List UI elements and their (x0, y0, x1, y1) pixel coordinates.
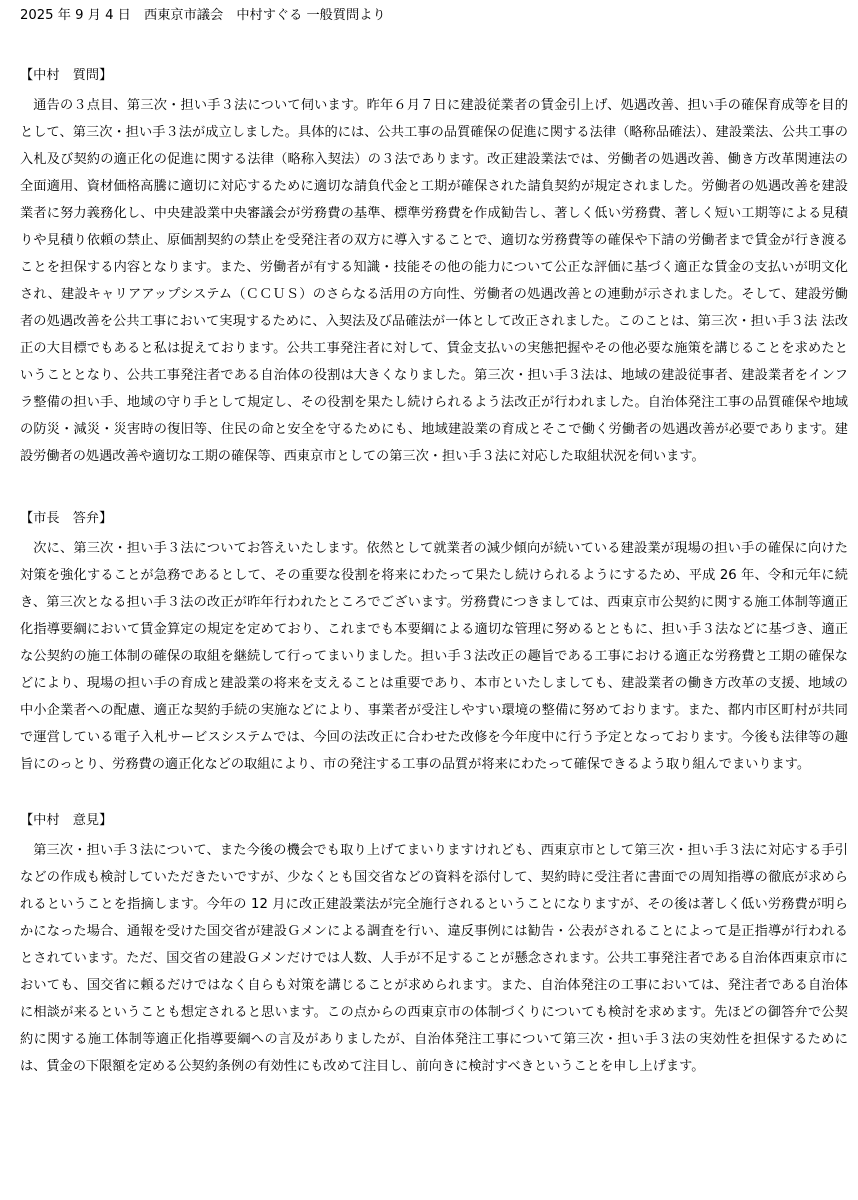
section-nakamura-question (20, 66, 848, 470)
section-body: 次に、第三次・担い手３法についてお答えいたします。依然として就業者の減少傾向が続いている建設業が現場の担い手の確保に向けた対策を強化することが急務であるとして、その重要な役割を将来にわたって果たし続けられるようにするため、平成 26 年、令和元年に続き、第三次となる担い手３法の改正が昨年行われたところでございます。労務費につきましては、西東京市公契約に関する施工体制等適正化指導要綱において賃金算定の規定を定めており、これまでも本要綱による適切な管理に努めるとともに、担い手３法などに基づき、適正な公契約の施工体制の確保の取組を継続して行ってまいりました。担い手３法改正の趣旨である工事における適正な労務費と工期の確保などにより、現場の担い手の育成と建設業の将来を支えることは重要であり、本市といたしましても、建設業者の働き方改革の支援、地域の中小企業者への配慮、適正な契約手続の実施などにより、事業者が受注しやすい環境の整備に努めております。また、都内市区町村が共同で運営している電子入札サービスシステムでは、今回の法改正に合わせた改修を今年度中に行う予定となっております。今後も法律等の趣旨にのっとり、労務費の適正化などの取組により、市の発注する工事の品質が将来にわたって確保できるよう取り組んでまいります。 (20, 541, 848, 772)
section-heading: 【中村 質問】 (20, 68, 113, 83)
section-heading: 【市長 答弁】 (20, 511, 113, 526)
section-body: 第三次・担い手３法について、また今後の機会でも取り上げてまいりますけれども、西東京市として第三次・担い手３法に対応する手引などの作成も検討していただきたいですが、少なくとも国交省などの資料を添付して、契約時に受注者に書面での周知指導の徹底が求められるということを指摘します。今年の 12 月に改正建設業法が完全施行されるということになりますが、その後は著しく低い労務費が明らかになった場合、通報を受けた国交省が建設Ｇメンによる調査を行い、違反事例には勧告・公表がされることによって是正指導が行われるとされています。ただ、国交省の建設Ｇメンだけでは人数、人手が不足することが懸念されます。公共工事発注者である自治体西東京市においても、国交省に頼るだけではなく自らも対策を講じることが求められます。また、自治体発注の工事においては、発注者である自治体に相談が来るということも想定されると思います。この点からの西東京市の体制づくりについても検討を求めます。先ほどの御答弁で公契約に関する施工体制等適正化指導要綱への言及がありましたが、自治体発注工事について第三次・担い手３法の実効性を担保するためには、賃金の下限額を定める公契約条例の有効性にも改めて注目し、前向きに検討すべきということを申し上げます。 (20, 843, 848, 1074)
section-nakamura-opinion (20, 811, 848, 1080)
document-header: 2025 年 9 月 4 日 西東京市議会 中村すぐる 一般質問より (20, 8, 386, 23)
section-heading: 【中村 意見】 (20, 813, 113, 828)
section-body: 通告の３点目、第三次・担い手３法について伺います。昨年６月７日に建設従業者の賃金引上げ、処遇改善、担い手の確保育成等を目的として、第三次・担い手３法が成立しました。具体的には、公共工事の品質確保の促進に関する法律（略称品確法）、建設業法、公共工事の入札及び契約の適正化の促進に関する法律（略称入契法）の３法であります。改正建設業法では、労働者の処遇改善、働き方改革関連法の全面適用、資材価格高騰に適切に対応するために適切な請負代金と工期が確保された請負契約が規定されました。労働者の処遇改善を建設業者に努力義務化し、中央建設業中央審議会が労務費の基準、標準労務費を作成勧告し、著しく低い労務費、著しく短い工期等による見積りや見積り依頼の禁止、原価割契約の禁止を受発注者の双方に導入することで、適切な労務費等の確保や下請の労働者まで賃金が行き渡ることを担保する内容となります。また、労働者が有する知識・技能その他の能力について公正な評価に基づく適正な賃金の支払いが明文化され、建設キャリアアップシステム（ＣＣＵＳ）のさらなる活用の方向性、労働者の処遇改善との連動が示されました。そして、建設労働者の処遇改善を公共工事において実現するために、入契法及び品確法が一体として改正されました。このことは、第三次・担い手３法 法改正の大目標でもあると私は捉えております。公共工事発注者に対して、賃金支払いの実態把握やその他必要な施策を講じることを求めたということとなり、公共工事発注者である自治体の役割は大きくなりました。第三次・担い手３法は、地域の建設従事者、建設業者をインフラ整備の担い手、地域の守り手として規定し、その役割を果たし続けられるよう法改正が行われました。自治体発注工事の品質確保や地域の防災・減災・災害時の復旧等、住民の命と安全を守るためにも、地域建設業の育成とそこで働く労働者の処遇改善が必要であります。建設労働者の処遇改善や適切な工期の確保等、西東京市としての第三次・担い手３法に対応した取組状況を伺います。 (20, 98, 848, 464)
section-mayor-answer (20, 509, 848, 778)
